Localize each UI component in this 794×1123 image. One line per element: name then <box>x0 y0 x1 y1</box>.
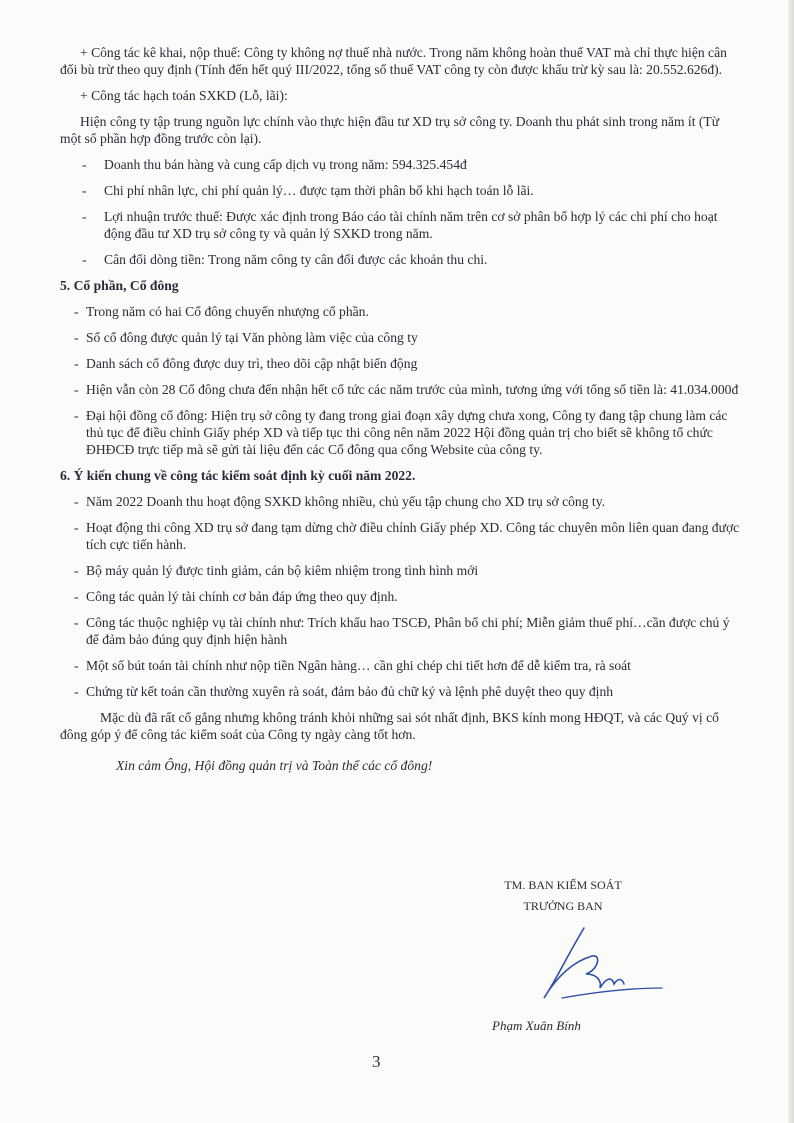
signature-role-line: TRƯỞNG BAN <box>523 899 603 913</box>
list-item: - Đại hội đồng cổ đông: Hiện trụ sở công ty đang trong giai đoạn xây dựng chưa xong, Công ty đang tập chung làm các thủ tục để điều chỉnh Giấy phép XD và tiếp tục thi công nên năm 2022 Hội đồng quản trị cho biết sẽ không tổ chức ĐHĐCĐ trực tiếp mà sẽ gửi tài liệu đến các Cổ đông qua cổng Website của công ty. <box>60 407 740 458</box>
section-5-bullets <box>60 303 740 458</box>
handwritten-signature <box>536 918 666 1008</box>
page-number: 3 <box>372 1052 381 1071</box>
list-item: - Năm 2022 Doanh thu hoạt động SXKD không nhiều, chủ yếu tập chung cho XD trụ sở công ty. <box>60 493 740 510</box>
list-item: - Sổ cổ đông được quản lý tại Văn phòng làm việc của công ty <box>60 329 740 346</box>
signature-org-line: TM. BAN KIỂM SOÁT <box>504 878 622 892</box>
tax-declaration-paragraph: + Công tác kê khai, nộp thuế: Công ty không nợ thuế nhà nước. Trong năm không hoàn thuế VAT mà chỉ thực hiện cân đối bù trừ theo quy định (Tính đến hết quý III/2022, tổng số thuế VAT công ty còn được khấu trừ kỳ sau là: 20.552.626đ). <box>60 45 727 77</box>
signature-title-block <box>468 878 658 914</box>
list-item: - Chứng từ kết toán cần thường xuyên rà soát, đảm bảo đủ chữ ký và lệnh phê duyệt theo quy định <box>60 683 740 700</box>
accounting-paragraph: Hiện công ty tập trung nguồn lực chính vào thực hiện đầu tư XD trụ sở công ty. Doanh thu phát sinh trong năm ít (Từ một số phần hợp đồng trước còn lại). <box>60 114 720 146</box>
closing-paragraph: Mặc dù đã rất cố gắng nhưng không tránh khỏi những sai sót nhất định, BKS kính mong HĐQT, và các Quý vị cổ đông góp ý để công tác kiểm soát của Công ty ngày càng tốt hơn. <box>60 710 719 742</box>
list-item: - Trong năm có hai Cổ đông chuyển nhượng cổ phần. <box>60 303 740 320</box>
section-6-heading: 6. Ý kiến chung về công tác kiểm soát định kỳ cuối năm 2022. <box>60 468 416 483</box>
list-item: - Hoạt động thi công XD trụ sở đang tạm dừng chờ điều chỉnh Giấy phép XD. Công tác chuyên môn liên quan đang được tích cực tiến hành. <box>60 519 740 553</box>
section-5-heading: 5. Cổ phần, Cổ đông <box>60 278 179 293</box>
section-6-bullets <box>60 493 740 700</box>
document-body <box>60 44 740 774</box>
scan-edge-shadow <box>788 0 794 1123</box>
list-item: - Công tác thuộc nghiệp vụ tài chính như: Trích khấu hao TSCĐ, Phân bổ chi phí; Miễn giảm thuế phí…cần được chú ý để đảm bảo đúng quy định hiện hành <box>60 614 740 648</box>
signer-name: Phạm Xuân Bính <box>492 1018 581 1033</box>
list-item: - Bộ máy quản lý được tinh giảm, cán bộ kiêm nhiệm trong tình hình mới <box>60 562 740 579</box>
list-item: - Công tác quản lý tài chính cơ bản đáp ứng theo quy định. <box>60 588 740 605</box>
list-item: - Doanh thu bán hàng và cung cấp dịch vụ trong năm: 594.325.454đ <box>60 156 740 173</box>
list-item: - Cân đối dòng tiền: Trong năm công ty cân đối được các khoản thu chi. <box>60 251 740 268</box>
list-item: - Chi phí nhân lực, chi phí quản lý… được tạm thời phân bổ khi hạch toán lỗ lãi. <box>60 182 740 199</box>
accounting-heading: + Công tác hạch toán SXKD (Lỗ, lãi): <box>80 88 288 103</box>
thanks-line: Xin cảm Ông, Hội đồng quản trị và Toàn thể các cổ đông! <box>116 758 433 773</box>
list-item: - Hiện vẫn còn 28 Cổ đông chưa đến nhận hết cổ tức các năm trước của mình, tương ứng với tổng số tiền là: 41.034.000đ <box>60 381 740 398</box>
accounting-bullets <box>60 156 740 268</box>
list-item: - Danh sách cổ đông được duy trì, theo dõi cập nhật biến động <box>60 355 740 372</box>
list-item: - Một số bút toán tài chính như nộp tiền Ngân hàng… cần ghi chép chi tiết hơn để dễ kiểm tra, rà soát <box>60 657 740 674</box>
list-item: - Lợi nhuận trước thuế: Được xác định trong Báo cáo tài chính năm trên cơ sở phân bổ hợp lý các chi phí cho hoạt động đầu tư XD trụ sở công ty và quản lý SXKD trong năm. <box>60 208 740 242</box>
